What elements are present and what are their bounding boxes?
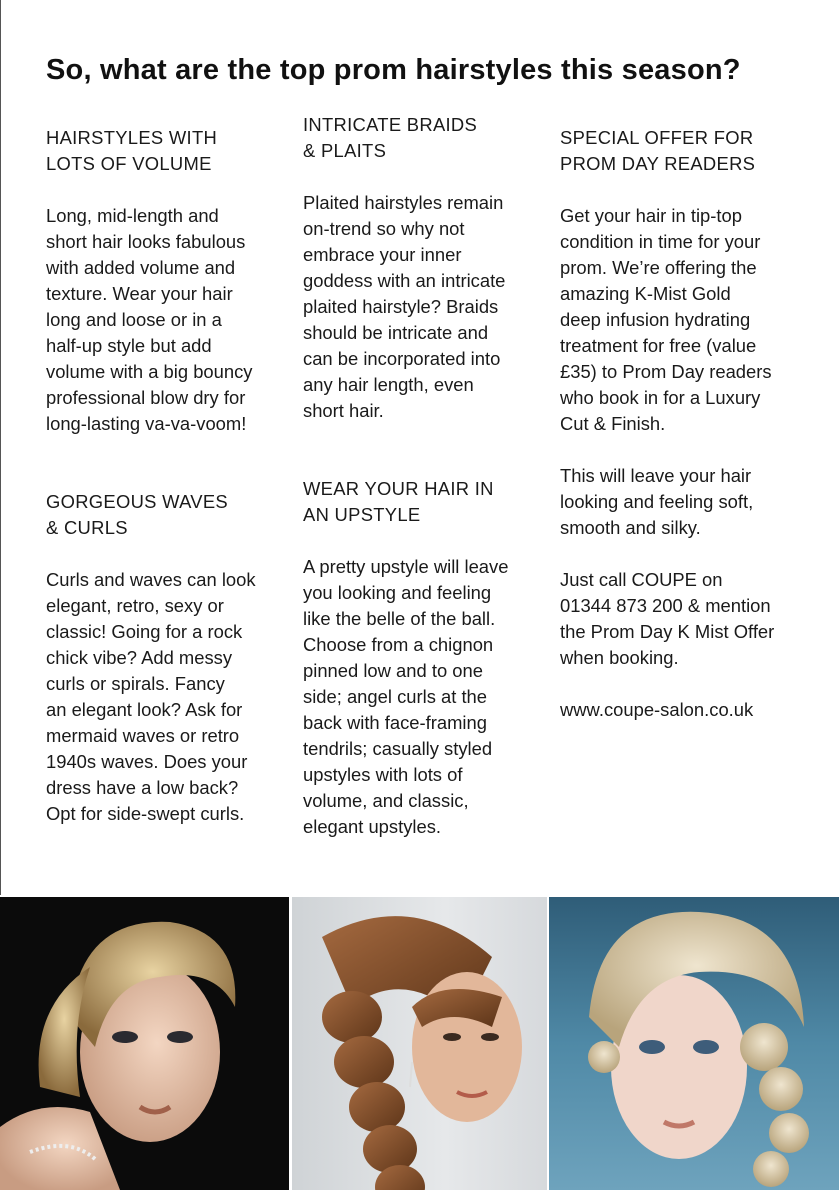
heading-line: & CURLS [46,517,128,538]
volume-section [46,125,296,177]
phone-number-line: 01344 873 200 & mention [560,595,771,616]
text-line: looking and feeling soft, [560,491,754,512]
heading-line: INTRICATE BRAIDS [303,114,478,135]
upstyle-section [303,476,553,528]
text-line: mermaid waves or retro [46,725,240,746]
heading-line: SPECIAL OFFER FOR [560,127,754,148]
text-line: you looking and feeling [303,582,492,603]
text-line: goddess with an intricate [303,270,506,291]
offer-section [560,125,810,177]
text-line: Choose from a chignon [303,634,494,655]
photo-braid [292,897,547,1190]
text-line: side; angel curls at the [303,686,488,707]
photo-volume-updo [0,897,289,1190]
text-line: embrace your inner [303,244,462,265]
text-line: prom. We’re offering the [560,257,757,278]
waves-heading [46,489,296,541]
text-line: Curls and waves can look [46,569,256,590]
upstyle-heading [303,476,553,528]
heading-line: & PLAITS [303,140,387,161]
heading-line: HAIRSTYLES WITH [46,127,218,148]
volume-heading [46,125,296,177]
text-line: £35) to Prom Day readers [560,361,772,382]
text-line: dress have a low back? [46,777,239,798]
offer-result [560,463,810,541]
text-line: on-trend so why not [303,218,465,239]
text-line: Cut & Finish. [560,413,666,434]
text-line: short hair. [303,400,384,421]
text-line: short hair looks fabulous [46,231,246,252]
text-line: curls or spirals. Fancy [46,673,225,694]
text-line: Opt for side-swept curls. [46,803,245,824]
braids-heading [303,112,553,164]
text-line: upstyles with lots of [303,764,463,785]
waves-body [46,567,296,827]
text-line: pinned low and to one [303,660,483,681]
page-title: So, what are the top prom hairstyles this season? [46,54,741,86]
text-line: professional blow dry for [46,387,246,408]
text-line: long-lasting va-va-voom! [46,413,247,434]
text-line: Get your hair in tip-top [560,205,742,226]
text-line: Plaited hairstyles remain [303,192,504,213]
volume-body [46,203,296,437]
text-line: smooth and silky. [560,517,701,538]
text-line: the Prom Day K Mist Offer [560,621,775,642]
text-line: chick vibe? Add messy [46,647,233,668]
heading-line: WEAR YOUR HAIR IN [303,478,494,499]
text-line: condition in time for your [560,231,761,252]
text-line: tendrils; casually styled [303,738,493,759]
braided-hair-illustration [292,897,547,1190]
offer-contact [560,567,810,671]
text-line: classic! Going for a rock [46,621,243,642]
offer-body [560,203,810,437]
text-line: should be intricate and [303,322,489,343]
text-line: amazing K-Mist Gold [560,283,731,304]
text-line: when booking. [560,647,679,668]
text-line: volume with a big bouncy [46,361,253,382]
curly-upstyle-illustration [549,897,839,1190]
text-line: texture. Wear your hair [46,283,233,304]
text-line: an elegant look? Ask for [46,699,243,720]
website-url: www.coupe-salon.co.uk [560,699,754,720]
braids-section [303,112,553,164]
text-line: with added volume and [46,257,236,278]
text-line: This will leave your hair [560,465,752,486]
text-line: Just call COUPE on [560,569,723,590]
text-line: any hair length, even [303,374,474,395]
heading-line: AN UPSTYLE [303,504,421,525]
braids-body [303,190,553,424]
text-line: back with face-framing [303,712,487,733]
heading-line: GORGEOUS WAVES [46,491,228,512]
text-line: like the belle of the ball. [303,608,496,629]
blonde-updo-illustration [0,897,289,1190]
photo-strip [0,897,839,1190]
text-line: elegant, retro, sexy or [46,595,224,616]
text-line: Long, mid-length and [46,205,219,226]
text-line: elegant upstyles. [303,816,442,837]
upstyle-body [303,554,553,840]
text-line: A pretty upstyle will leave [303,556,509,577]
text-line: who book in for a Luxury [560,387,761,408]
text-line: deep infusion hydrating [560,309,751,330]
text-line: 1940s waves. Does your [46,751,248,772]
text-line: long and loose or in a [46,309,222,330]
text-line: can be incorporated into [303,348,501,369]
heading-line: LOTS OF VOLUME [46,153,212,174]
text-line: treatment for free (value [560,335,757,356]
waves-section [46,489,296,541]
page-left-rule [0,0,1,895]
offer-heading [560,125,810,177]
text-line: half-up style but add [46,335,212,356]
photo-curly-upstyle [549,897,839,1190]
website-text [560,697,810,723]
text-line: plaited hairstyle? Braids [303,296,499,317]
heading-line: PROM DAY READERS [560,153,756,174]
text-line: volume, and classic, [303,790,469,811]
